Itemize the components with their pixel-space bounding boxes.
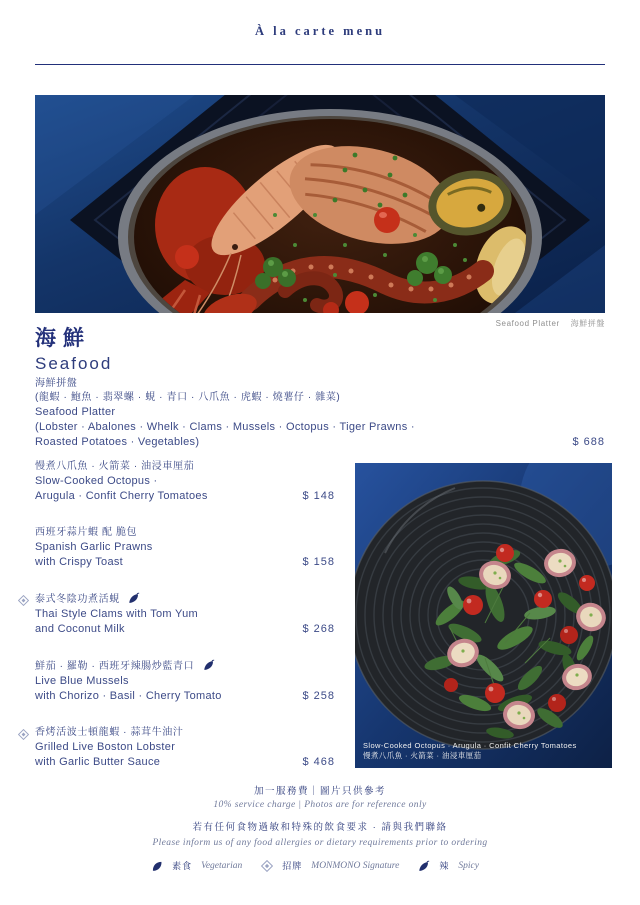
item-name-zh: 香烤活波士頓龍蝦 · 蒜茸牛油汁 <box>35 727 184 738</box>
legend-row <box>0 859 640 872</box>
top-photo-caption-zh: 海鮮拼盤 <box>570 319 605 328</box>
octopus-salad-photo <box>355 463 612 768</box>
item-name-en: with Garlic Butter Sauce <box>35 756 161 768</box>
item-name-zh-row <box>35 592 335 607</box>
item-name-en: with Chorizo · Basil · Cherry Tomato <box>35 690 222 702</box>
legend-vegetarian-en: Vegetarian <box>201 860 243 871</box>
top-photo-caption-en: Seafood Platter <box>495 319 560 328</box>
service-charge-note-en: 10% service charge | Photos are for reference only <box>213 800 427 810</box>
menu-item-thai-style-clams <box>35 592 335 637</box>
top-photo-caption <box>35 318 605 329</box>
item-name-zh: 西班牙蒜片蝦 配 脆包 <box>35 527 138 538</box>
allergy-note-zh: 若有任何食物過敏和特殊的飲食要求 · 請與我們聯絡 <box>192 822 448 833</box>
menu-item-spanish-garlic-prawns <box>35 526 335 570</box>
item-name-en: with Crispy Toast <box>35 556 124 568</box>
item-name-en: Arugula · Confit Cherry Tomatoes <box>35 490 208 502</box>
legend-signature-zh: 招牌 <box>282 861 303 871</box>
divider <box>35 64 605 65</box>
chili-icon <box>203 659 215 671</box>
menu-items-column <box>35 460 335 792</box>
item-name-zh-row <box>35 659 335 674</box>
legend-spicy-zh: 辣 <box>439 861 450 871</box>
item-price: $ 268 <box>302 623 335 635</box>
item-name-en: Live Blue Mussels <box>35 675 129 687</box>
item-name-en: Slow-Cooked Octopus · <box>35 475 158 487</box>
item-name-en: Spanish Garlic Prawns <box>35 541 153 553</box>
item-name-en: Thai Style Clams with Tom Yum <box>35 608 198 620</box>
signature-diamond-icon <box>18 593 29 604</box>
page-title: À la carte menu <box>254 24 386 38</box>
allergy-note-en: Please inform us of any food allergies or dietary requirements prior to ordering <box>152 838 488 848</box>
item-price: $ 468 <box>302 756 335 768</box>
item-price: $ 688 <box>572 436 605 448</box>
menu-item-slow-cooked-octopus <box>35 460 335 504</box>
legend-spicy-en: Spicy <box>458 860 479 871</box>
signature-diamond-icon <box>261 860 273 872</box>
item-price: $ 258 <box>302 690 335 702</box>
seafood-platter-photo <box>35 95 605 313</box>
item-name-zh: 慢煮八爪魚 · 火箭菜 · 油浸車厘茄 <box>35 461 195 472</box>
signature-diamond-icon <box>18 727 29 738</box>
menu-item-boston-lobster <box>35 726 335 770</box>
item-price: $ 148 <box>302 490 335 502</box>
item-name-zh: 鮮茄 · 羅勒 · 西班牙辣腸炒藍青口 <box>35 661 195 672</box>
service-charge-note-zh: 加一服務費｜圖片只供參考 <box>253 786 386 797</box>
menu-item-seafood-platter <box>35 377 605 450</box>
menu-item-live-blue-mussels <box>35 659 335 704</box>
seafood-platter-illustration <box>35 95 605 313</box>
item-ingredients-en: (Lobster · Abalones · Whelk · Clams · Mussels · Octopus · Tiger Prawns · <box>35 421 415 433</box>
octopus-salad-illustration <box>355 463 612 768</box>
section-title-en: Seafood <box>35 354 113 373</box>
item-ingredients-zh: (龍蝦 · 鮑魚 · 翡翠螺 · 蜆 · 青口 · 八爪魚 · 虎蝦 · 燒薯仔 · 雜菜) <box>35 392 341 403</box>
bottom-photo-caption <box>363 741 577 761</box>
item-ingredients-en: Roasted Potatoes · Vegetables) <box>35 436 200 448</box>
item-price: $ 158 <box>302 556 335 568</box>
item-name-zh: 泰式冬陰功煮活蜆 <box>35 594 120 605</box>
bottom-photo-caption-en: Slow-Cooked Octopus · Arugula · Confit Cherry Tomatoes <box>363 741 577 750</box>
bottom-photo-caption-zh: 慢煮八爪魚 · 火箭菜 · 油浸車厘茄 <box>363 751 482 760</box>
chili-icon <box>418 860 430 872</box>
legend-vegetarian-zh: 素食 <box>172 861 193 871</box>
item-name-en: Grilled Live Boston Lobster <box>35 741 176 753</box>
item-name-en: and Coconut Milk <box>35 623 125 635</box>
item-name-en: Seafood Platter <box>35 406 116 418</box>
item-name-zh: 海鮮拼盤 <box>35 378 78 389</box>
section-header-seafood <box>35 327 112 374</box>
legend-signature-en: MONMONO Signature <box>311 860 400 871</box>
section-title-zh: 海鮮 <box>35 327 91 350</box>
chili-icon <box>128 592 140 604</box>
leaf-icon <box>151 860 163 872</box>
